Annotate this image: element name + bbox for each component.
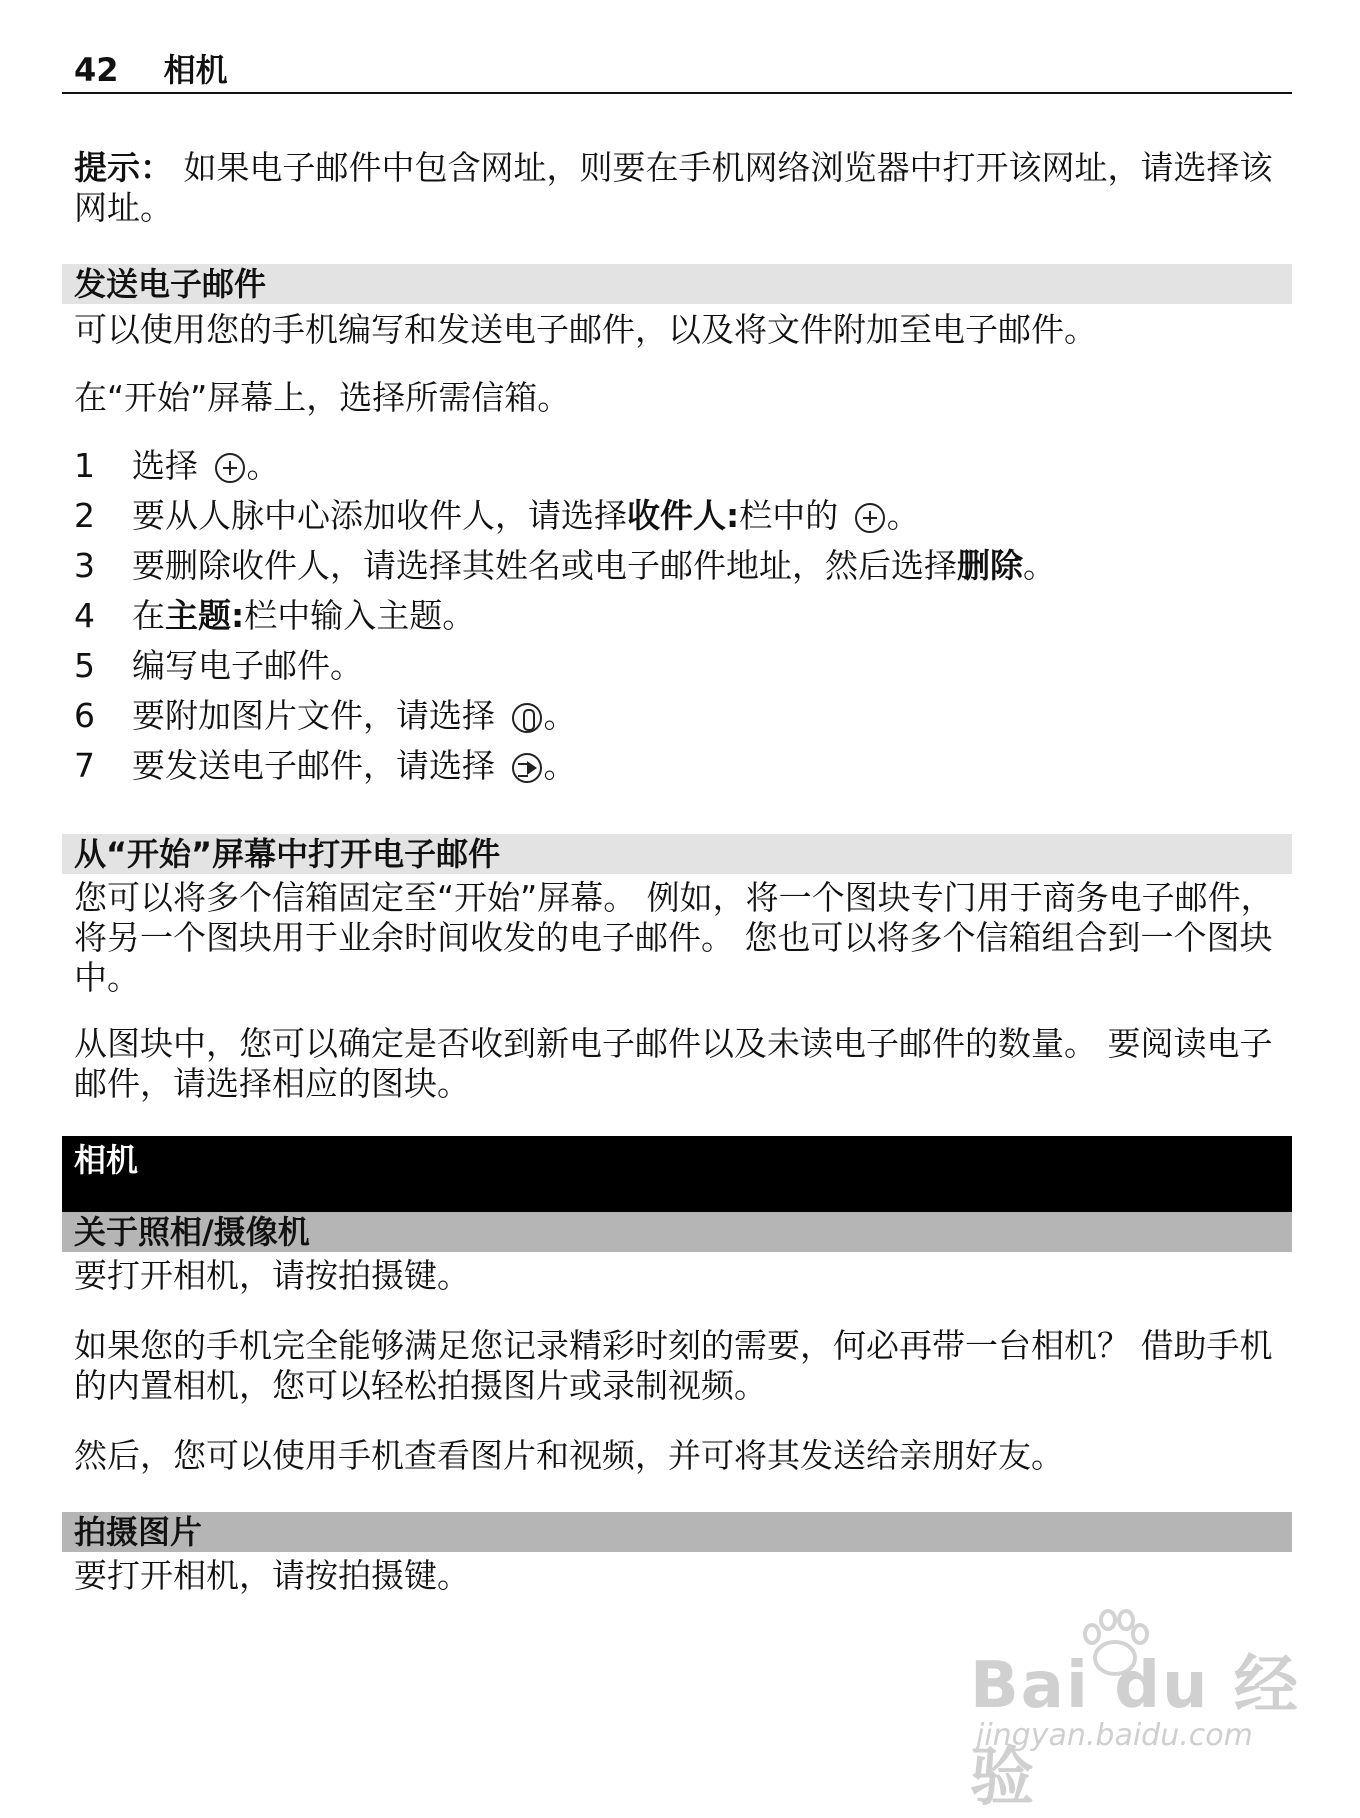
running-header — [62, 48, 1292, 94]
list-item: 2 要从人脉中心添加收件人，请选择收件人:栏中的 。 — [74, 496, 920, 535]
about-camera-paragraph-2: 如果您的手机完全能够满足您记录精彩时刻的需要，何必再带一台相机？ 借助手机的内置相机，您可以轻松拍摄图片或录制视频。 — [74, 1326, 1273, 1405]
open-email-paragraph-1: 您可以将多个信箱固定至“开始”屏幕。 例如，将一个图块专门用于商务电子邮件，将另一个图块用于业余时间收发的电子邮件。 您也可以将多个信箱组合到一个图块中。 — [74, 878, 1274, 997]
watermark-logo: Bai du 经验 — [970, 1649, 1300, 1815]
plus-circle-icon — [215, 453, 245, 483]
list-item: 1 选择 。 — [74, 446, 280, 485]
open-email-paragraph-2: 从图块中，您可以确定是否收到新电子邮件以及未读电子邮件的数量。 要阅读电子邮件，请选择相应的图块。 — [74, 1024, 1273, 1103]
tip-paragraph — [74, 148, 1294, 228]
list-item: 6 要附加图片文件，请选择 。 — [74, 696, 577, 735]
take-picture-paragraph-1: 要打开相机，请按拍摄键。 — [74, 1556, 470, 1595]
chapter-title-bar: 相机 — [62, 1136, 1292, 1212]
list-item: 7 要发送电子邮件，请选择 。 — [74, 746, 577, 785]
list-item: 5 编写电子邮件。 — [74, 646, 363, 685]
send-email-start: 在“开始”屏幕上，选择所需信箱。 — [74, 378, 571, 417]
send-icon — [512, 753, 542, 783]
header-section-title: 相机 — [163, 51, 228, 89]
about-camera-paragraph-3: 然后，您可以使用手机查看图片和视频，并可将其发送给亲朋好友。 — [74, 1436, 1064, 1475]
section-heading-send-email: 发送电子邮件 — [62, 264, 1292, 304]
watermark-url: jingyan.baidu.com — [976, 1718, 1253, 1753]
page-number: 42 — [74, 51, 119, 89]
about-camera-paragraph-1: 要打开相机，请按拍摄键。 — [74, 1256, 470, 1295]
section-heading-open-email: 从“开始”屏幕中打开电子邮件 — [62, 834, 1292, 874]
plus-circle-icon — [855, 503, 885, 533]
send-email-intro: 可以使用您的手机编写和发送电子邮件，以及将文件附加至电子邮件。 — [74, 310, 1097, 349]
list-item: 3 要删除收件人，请选择其姓名或电子邮件地址，然后选择删除。 — [74, 546, 1056, 585]
list-item: 4 在主题:栏中输入主题。 — [74, 596, 476, 635]
paperclip-icon — [512, 703, 542, 733]
section-heading-take-picture: 拍摄图片 — [62, 1512, 1292, 1552]
tip-text: 如果电子邮件中包含网址，则要在手机网络浏览器中打开该网址，请选择该网址。 — [74, 148, 1273, 227]
baidu-watermark — [960, 1600, 1300, 1815]
tip-label: 提示： — [74, 148, 173, 187]
section-heading-about-camera: 关于照相/摄像机 — [62, 1212, 1292, 1252]
